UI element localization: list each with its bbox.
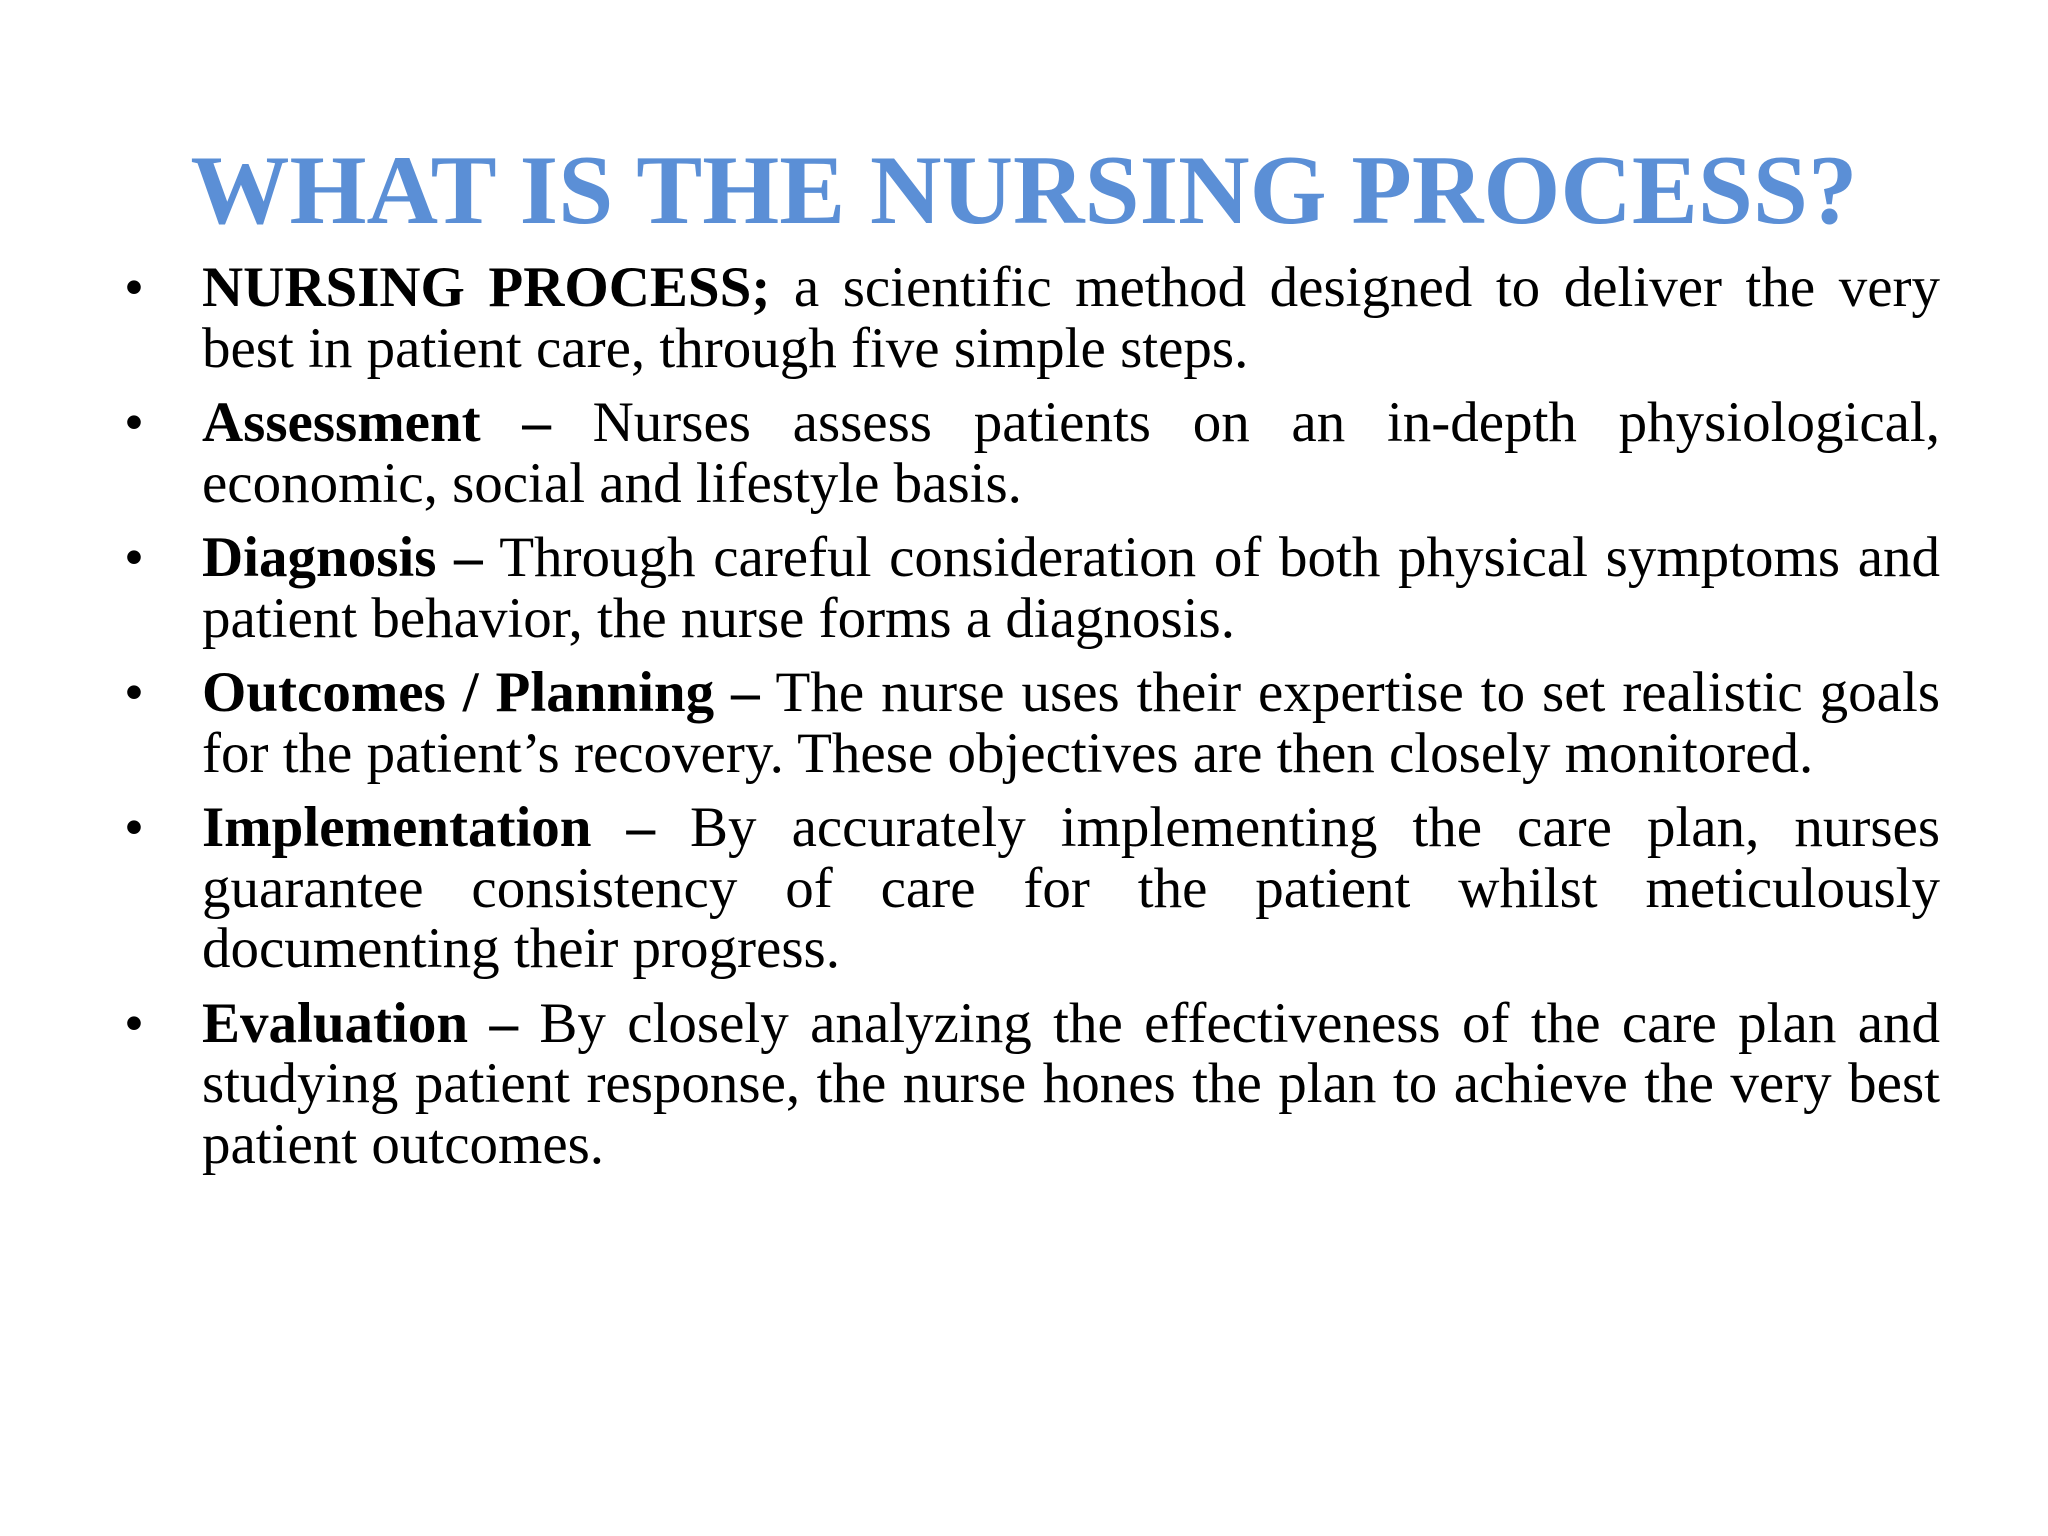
bullet-term: Outcomes / Planning – — [202, 661, 760, 724]
bullet-item-outcomes-planning — [116, 663, 1940, 784]
bullet-item-assessment — [116, 393, 1940, 514]
bullet-icon: • — [124, 661, 144, 724]
bullet-icon: • — [124, 796, 144, 859]
bullet-list — [116, 258, 1940, 1189]
bullet-term: NURSING PROCESS; — [202, 256, 771, 319]
bullet-text: By accurately implementing the care plan, nurses guarantee consistency of care for the patient whilst meticulously documenting their progress. — [202, 796, 1940, 980]
bullet-item-implementation — [116, 798, 1940, 980]
bullet-term: Diagnosis – — [202, 526, 483, 589]
bullet-item-nursing-process — [116, 258, 1940, 379]
bullet-icon: • — [124, 391, 144, 454]
bullet-term: Evaluation – — [202, 991, 518, 1055]
bullet-item-diagnosis — [116, 528, 1940, 649]
bullet-text: Nurses assess patients on an in-depth physiological, economic, social and lifestyle basis. — [202, 391, 1941, 515]
bullet-text: Through careful consideration of both physical symptoms and patient behavior, the nurse forms a diagnosis. — [202, 526, 1941, 650]
slide-title: WHAT IS THE NURSING PROCESS? — [190, 136, 1858, 245]
bullet-text: a scientific method designed to deliver the very best in patient care, through five simple steps. — [202, 256, 1940, 380]
bullet-icon: • — [124, 256, 144, 319]
bullet-icon: • — [124, 991, 144, 1055]
bullet-item-evaluation — [116, 991, 1941, 1176]
bullet-text: The nurse uses their expertise to set realistic goals for the patient’s recovery. These objectives are then closely monitored. — [202, 661, 1940, 785]
bullet-term: Implementation – — [202, 796, 656, 859]
bullet-text: By closely analyzing the effectiveness of the care plan and studying patient response, the nurse hones the plan to achieve the very best patient outcomes. — [202, 991, 1941, 1176]
bullet-icon: • — [124, 526, 144, 589]
bullet-term: Assessment – — [202, 391, 551, 454]
